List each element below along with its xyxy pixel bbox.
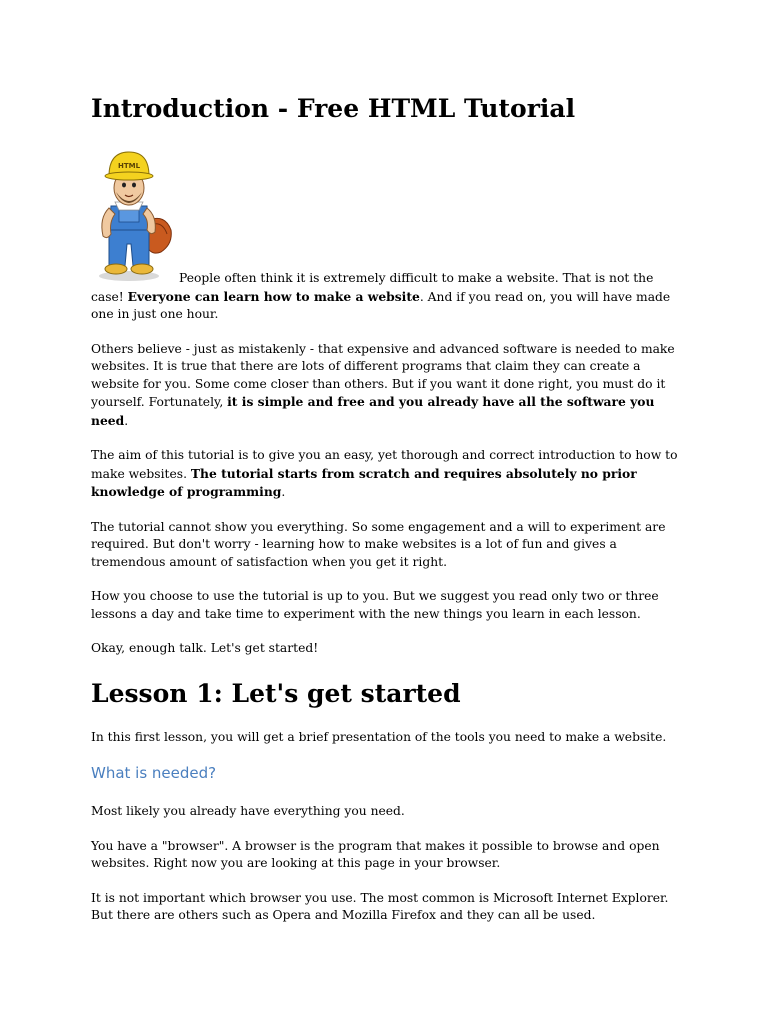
intro-paragraph-2-text: Others believe - just as mistakenly - that expensive and advanced software is needed to make websites. It is true that there are lots of different programs that claim they can create a website for you. Some come closer than others. But if you want it done right, you must do it yourself. Fortunately, <box>91 341 675 409</box>
intro-paragraph-1 <box>91 148 681 324</box>
intro-paragraph-1-text: People often think it is extremely difficult to make a website. That is not the case! <box>91 271 654 304</box>
intro-paragraph-2 <box>91 341 681 431</box>
lesson-1-paragraph-3: It is not important which browser you use. The most common is Microsoft Internet Explorer. But there are others such as Opera and Mozilla Firefox and they can all be used. <box>91 890 669 922</box>
intro-paragraph-5: How you choose to use the tutorial is up to you. But we suggest you read only two or three lessons a day and take time to experiment with the new things you learn in each lesson. <box>91 589 659 621</box>
intro-paragraph-3 <box>91 447 681 502</box>
what-is-needed-heading: What is needed? <box>91 764 217 782</box>
intro-paragraph-2-rest: . <box>124 413 129 428</box>
lesson-1-paragraph-2: You have a "browser". A browser is the program that makes it possible to browse and open websites. Right now you are looking at this page in your browser. <box>91 838 660 870</box>
lesson-1-paragraph-1: Most likely you already have everything you need. <box>91 804 405 818</box>
document-content <box>91 90 681 942</box>
page-title: Introduction - Free HTML Tutorial <box>91 94 576 123</box>
lesson-1-title: Lesson 1: Let's get started <box>91 678 461 708</box>
intro-paragraph-1-bold: Everyone can learn how to make a website <box>127 288 420 304</box>
intro-paragraph-4: The tutorial cannot show you everything. So some engagement and a will to experiment are required. But don't worry - learning how to make websites is a lot of fun and gives a tremendous amount of satisfaction when you get it right. <box>91 519 666 569</box>
intro-paragraph-1-rest: . And if you read on, you will have made one in just one hour. <box>91 289 671 321</box>
intro-paragraph-3-rest: . <box>281 485 286 499</box>
construction-worker-icon <box>91 148 177 282</box>
intro-paragraph-6: Okay, enough talk. Let's get started! <box>91 641 319 655</box>
lesson-1-intro: In this first lesson, you will get a brief presentation of the tools you need to make a website. <box>91 729 667 744</box>
intro-paragraph-3-text: The aim of this tutorial is to give you an easy, yet thorough and correct introduction to how to make websites. <box>91 448 678 481</box>
intro-paragraph-2-bold: it is simple and free and you already have all the software you need <box>91 394 655 428</box>
helmet-text: HTML <box>117 162 141 170</box>
intro-paragraph-3-bold: The tutorial starts from scratch and requires absolutely no prior knowledge of programming <box>91 465 637 499</box>
